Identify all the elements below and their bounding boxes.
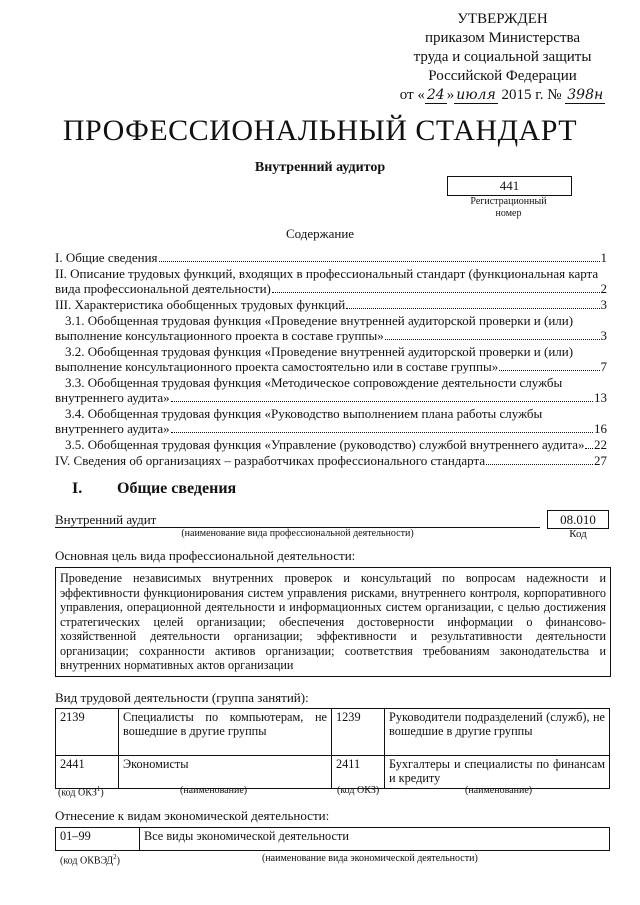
toc-entry-text: внутреннего аудита» xyxy=(55,390,170,405)
toc-entry-text: II. Описание трудовых функций, входящих в профессиональный стандарт (функциональная карта xyxy=(55,266,599,281)
toc-page-number: 7 xyxy=(600,359,607,374)
approval-heading: УТВЕРЖДЕН xyxy=(457,11,548,27)
approval-date-line: от « 24 » июля 2015 г. № 398н xyxy=(399,87,604,103)
approval-line: Российской Федерации xyxy=(428,68,577,84)
occupation-groups-label: Вид трудовой деятельности (группа занятий): xyxy=(55,690,309,705)
standard-name: Внутренний аудитор xyxy=(254,160,386,175)
toc-entry-text: I. Общие сведения xyxy=(55,250,158,265)
toc-leader-dots xyxy=(385,339,600,340)
toc-entry-line xyxy=(55,266,607,281)
activity-kind-caption: (наименование вида профессиональной деятельности) xyxy=(181,528,414,539)
caption-text: ) xyxy=(100,787,104,799)
okz-name-caption: (наименование) xyxy=(180,785,248,796)
toc-entry xyxy=(55,453,607,468)
toc-entry-line xyxy=(55,406,607,421)
registration-number-label xyxy=(440,196,577,220)
toc-entry xyxy=(55,313,607,343)
approval-block xyxy=(385,10,620,105)
toc-leader-dots xyxy=(346,308,599,309)
economic-activity-table xyxy=(55,827,610,851)
okz-name-cell: Специалисты по компьютерам, не вошедшие в другие группы xyxy=(119,709,332,756)
caption-text: (код ОКВЭД xyxy=(60,855,114,867)
occupation-groups-table xyxy=(55,708,610,789)
footnote-mark: 1 xyxy=(96,785,101,793)
toc-entry-line-with-page xyxy=(55,297,607,312)
toc-entry-line-with-page xyxy=(55,421,607,436)
toc-leader-dots xyxy=(499,370,599,371)
toc-entry-line xyxy=(55,313,607,328)
footnote-mark: 2 xyxy=(113,853,117,861)
okz-name-cell: Экономисты xyxy=(119,756,332,789)
toc-leader-dots xyxy=(486,464,593,465)
okz-name-cell: Бухгалтеры и специалисты по финансам и кредиту xyxy=(385,756,610,789)
toc-page-number: 27 xyxy=(594,453,607,468)
table-row xyxy=(56,709,610,756)
toc-leader-dots xyxy=(272,292,600,293)
goal-text-box: Проведение независимых внутренних проверок и консультаций по вопросам надежности и эффективности функционирования систем управления рисками, внутреннего контроля, корпоративного управления, операционной деятельности и информационных систем организации, с целью достижения стратегических целей организации; обеспечения достоверности информации о финансово-хозяйственной деятельности организации; эффективности и результативности деятельности организации; сохранности активов организации; соответствия требованиям законодательства и внутренних нормативных актов организации xyxy=(55,567,611,677)
toc-entry-text: 3.5. Обобщенная трудовая функция «Управление (руководство) службой внутреннего аудита» xyxy=(65,437,585,452)
section-title: Общие сведения xyxy=(117,480,237,497)
toc-entry-line-with-page xyxy=(55,281,607,296)
toc-page-number: 16 xyxy=(594,421,607,436)
table-row xyxy=(56,828,610,851)
caption-text: ) xyxy=(116,855,120,867)
toc-entry-text: 3.4. Обобщенная трудовая функция «Руководство выполнением плана работы службы xyxy=(65,406,543,421)
toc-entry xyxy=(55,297,607,312)
approval-month: июля xyxy=(456,87,496,103)
approval-year: 2015 г. № xyxy=(501,87,562,103)
activity-code-caption: Код xyxy=(569,528,587,540)
toc-page-number: 22 xyxy=(594,437,607,452)
approval-line: труда и социальной защиты xyxy=(413,49,592,65)
document-title: ПРОФЕССИОНАЛЬНЫЙ СТАНДАРТ xyxy=(62,114,578,147)
toc-entry xyxy=(55,375,607,405)
okz-name-caption: (наименование) xyxy=(465,785,533,796)
toc-entry-text: внутреннего аудита» xyxy=(55,421,170,436)
toc-entry-text: IV. Сведения об организациях – разработчиках профессионального стандарта xyxy=(55,453,486,468)
approval-day: 24 xyxy=(426,87,445,103)
approval-line: приказом Министерства xyxy=(424,30,581,46)
approval-number: 398н xyxy=(567,87,604,103)
toc-leader-dots xyxy=(159,261,600,262)
toc-page-number: 3 xyxy=(600,328,607,343)
registration-label-line: номер xyxy=(495,208,522,219)
toc-entry xyxy=(55,266,607,296)
section-number: I. xyxy=(72,480,83,497)
toc-leader-dots xyxy=(171,401,593,402)
toc-entry-line-with-page xyxy=(55,453,607,468)
toc-leader-dots xyxy=(585,448,593,449)
toc-entry-text: 3.2. Обобщенная трудовая функция «Проведение внутренней аудиторской проверки и (или) xyxy=(65,344,574,359)
table-row xyxy=(56,756,610,789)
toc-entry-line-with-page xyxy=(55,437,607,452)
toc-entry-text: III. Характеристика обобщенных трудовых функций xyxy=(55,297,346,312)
approval-date-prefix: от « xyxy=(399,87,425,103)
toc-entry xyxy=(55,437,607,452)
registration-label-line: Регистрационный xyxy=(470,196,547,207)
toc-entry-line-with-page xyxy=(55,390,607,405)
okz-code-cell: 2139 xyxy=(56,709,119,756)
toc-entry-text: выполнение консультационного проекта самостоятельно или в составе группы» xyxy=(55,359,499,374)
okved-code-caption xyxy=(60,853,120,866)
economic-activity-label: Отнесение к видам экономической деятельности: xyxy=(55,808,330,823)
toc-page-number: 13 xyxy=(594,390,607,405)
toc-entry-text: 3.3. Обобщенная трудовая функция «Методическое сопровождение деятельности службы xyxy=(65,375,563,390)
okz-code-cell: 2441 xyxy=(56,756,119,789)
okz-code-cell: 2411 xyxy=(332,756,385,789)
activity-kind-value: Внутренний аудит xyxy=(55,512,540,528)
toc-entry xyxy=(55,250,607,265)
toc-entry-text: 3.1. Обобщенная трудовая функция «Проведение внутренней аудиторской проверки и (или) xyxy=(65,313,574,328)
caption-text: (код ОКЗ xyxy=(58,787,97,799)
toc-page-number: 2 xyxy=(600,281,607,296)
okz-code-caption xyxy=(58,785,104,798)
toc-entry-line xyxy=(55,344,607,359)
toc-title: Содержание xyxy=(285,226,355,241)
toc-leader-dots xyxy=(171,432,593,433)
goal-label: Основная цель вида профессиональной деятельности: xyxy=(55,548,356,563)
okved-code-cell: 01–99 xyxy=(56,828,140,851)
toc-entry xyxy=(55,406,607,436)
toc-entry-text: выполнение консультационного проекта в составе группы» xyxy=(55,328,384,343)
okz-name-cell: Руководители подразделений (служб), не вошедшие в другие группы xyxy=(385,709,610,756)
okved-name-cell: Все виды экономической деятельности xyxy=(140,828,610,851)
okved-name-caption: (наименование вида экономической деятельности) xyxy=(262,853,478,864)
toc-entry-line-with-page xyxy=(55,328,607,343)
registration-number-box: 441 xyxy=(447,176,572,196)
okz-code-cell: 1239 xyxy=(332,709,385,756)
toc-entry-line-with-page xyxy=(55,250,607,265)
toc-entry-line-with-page xyxy=(55,359,607,374)
toc-entry xyxy=(55,344,607,374)
table-of-contents xyxy=(55,250,607,469)
okz-code-caption: (код ОКЗ) xyxy=(337,785,380,796)
toc-entry-line xyxy=(55,375,607,390)
activity-code-box: 08.010 xyxy=(547,510,609,529)
toc-entry-text: вида профессиональной деятельности) xyxy=(55,281,271,296)
toc-page-number: 3 xyxy=(600,297,607,312)
toc-page-number: 1 xyxy=(600,250,607,265)
